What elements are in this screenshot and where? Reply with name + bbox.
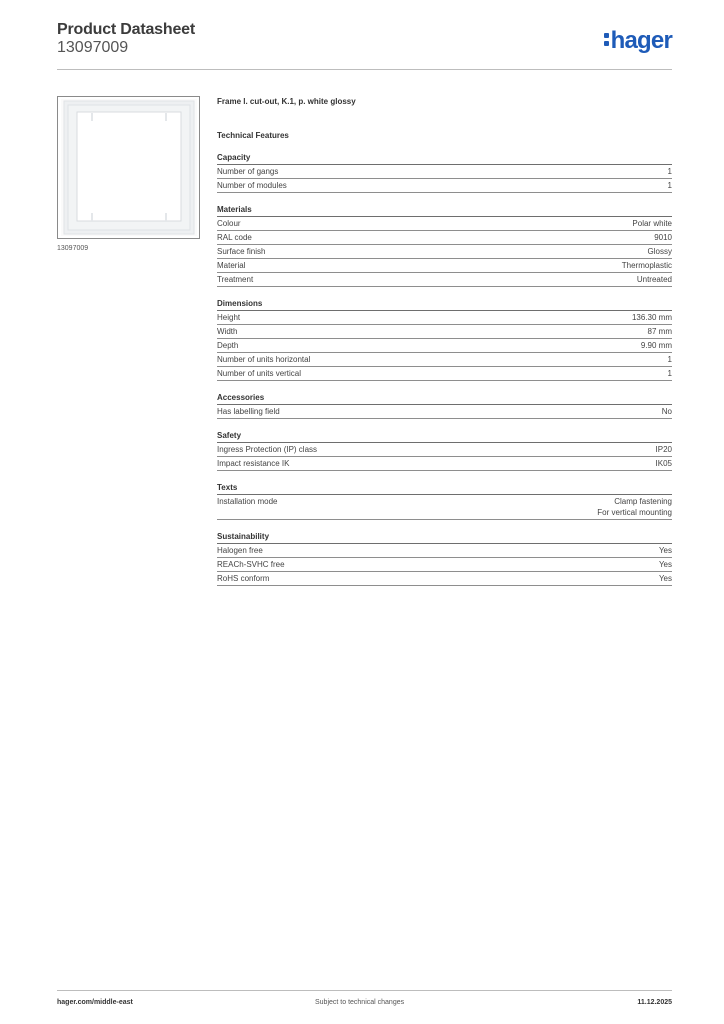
spec-label: Colour bbox=[217, 219, 241, 228]
spec-value bbox=[659, 573, 672, 584]
spec-row bbox=[217, 217, 672, 231]
spec-label: Has labelling field bbox=[217, 407, 280, 416]
spec-label: Treatment bbox=[217, 275, 254, 284]
spec-row bbox=[217, 405, 672, 419]
spec-section-capacity bbox=[217, 152, 672, 193]
spec-label: REACh-SVHC free bbox=[217, 560, 285, 569]
logo-text: hager bbox=[610, 27, 672, 54]
spec-value bbox=[632, 312, 672, 323]
spec-value bbox=[668, 368, 672, 379]
spec-section-sustainability bbox=[217, 531, 672, 586]
spec-label: Installation mode bbox=[217, 497, 278, 506]
spec-row bbox=[217, 457, 672, 471]
spec-row bbox=[217, 367, 672, 381]
spec-section-materials bbox=[217, 204, 672, 287]
spec-value bbox=[648, 246, 672, 257]
spec-value bbox=[659, 545, 672, 556]
spec-value-line: 1 bbox=[667, 369, 672, 378]
spec-value-line: 9.90 mm bbox=[640, 341, 672, 350]
spec-value-line: Untreated bbox=[636, 275, 672, 284]
spec-value-line: 136.30 mm bbox=[631, 313, 672, 322]
spec-value-line: Glossy bbox=[647, 247, 672, 256]
spec-section-safety bbox=[217, 430, 672, 471]
spec-row bbox=[217, 245, 672, 259]
spec-label: Number of gangs bbox=[217, 167, 279, 176]
spec-value-line: 1 bbox=[667, 181, 672, 190]
spec-value-line: 87 mm bbox=[647, 327, 672, 336]
spec-label: RoHS conform bbox=[217, 574, 270, 583]
footer-divider bbox=[57, 990, 672, 991]
spec-row bbox=[217, 259, 672, 273]
spec-value-line: IP20 bbox=[655, 445, 672, 454]
spec-row bbox=[217, 353, 672, 367]
spec-row bbox=[217, 273, 672, 287]
spec-row bbox=[217, 231, 672, 245]
spec-value-line: Yes bbox=[658, 546, 672, 555]
page-header bbox=[57, 21, 672, 69]
section-title: Dimensions bbox=[217, 298, 672, 311]
section-title: Sustainability bbox=[217, 531, 672, 544]
spec-value bbox=[656, 458, 672, 469]
spec-label: Material bbox=[217, 261, 246, 270]
spec-row bbox=[217, 311, 672, 325]
spec-row bbox=[217, 495, 672, 520]
product-image bbox=[57, 96, 200, 239]
header-divider bbox=[57, 69, 672, 70]
spec-value bbox=[641, 340, 672, 351]
page-title: Product Datasheet bbox=[57, 21, 195, 38]
section-title: Materials bbox=[217, 204, 672, 217]
spec-value bbox=[622, 260, 672, 271]
section-title: Safety bbox=[217, 430, 672, 443]
spec-label: RAL code bbox=[217, 233, 252, 242]
spec-row bbox=[217, 165, 672, 179]
spec-value bbox=[656, 444, 672, 455]
footer-date: 11.12.2025 bbox=[637, 999, 672, 1006]
section-title: Capacity bbox=[217, 152, 672, 165]
spec-value bbox=[668, 166, 672, 177]
section-title: Texts bbox=[217, 482, 672, 495]
spec-value bbox=[668, 354, 672, 365]
spec-value-line: Thermoplastic bbox=[621, 261, 672, 270]
frame-product-icon bbox=[58, 97, 199, 238]
spec-row bbox=[217, 339, 672, 353]
spec-label: Number of modules bbox=[217, 181, 287, 190]
spec-value bbox=[648, 326, 672, 337]
logo-colon-icon bbox=[604, 33, 610, 47]
spec-value-line: IK05 bbox=[655, 459, 672, 468]
spec-panel bbox=[217, 96, 672, 597]
product-name: Frame l. cut-out, K.1, p. white glossy bbox=[217, 97, 356, 106]
footer-notice: Subject to technical changes bbox=[315, 999, 405, 1006]
spec-row bbox=[217, 572, 672, 586]
footer-website[interactable]: hager.com/middle-east bbox=[57, 999, 133, 1006]
spec-value-line: No bbox=[661, 407, 672, 416]
spec-row bbox=[217, 325, 672, 339]
spec-value-line: Yes bbox=[658, 560, 672, 569]
hager-logo bbox=[604, 27, 672, 55]
spec-label: Surface finish bbox=[217, 247, 266, 256]
spec-label: Impact resistance IK bbox=[217, 459, 290, 468]
spec-section-accessories bbox=[217, 392, 672, 419]
spec-label: Ingress Protection (IP) class bbox=[217, 445, 318, 454]
spec-row bbox=[217, 544, 672, 558]
spec-value bbox=[659, 559, 672, 570]
technical-features-heading: Technical Features bbox=[217, 131, 289, 140]
section-title: Accessories bbox=[217, 392, 672, 405]
spec-row bbox=[217, 558, 672, 572]
spec-value bbox=[632, 218, 672, 229]
spec-section-dimensions bbox=[217, 298, 672, 381]
spec-value bbox=[668, 180, 672, 191]
image-caption: 13097009 bbox=[57, 245, 89, 252]
spec-value bbox=[662, 406, 672, 417]
spec-label: Depth bbox=[217, 341, 239, 350]
spec-label: Halogen free bbox=[217, 546, 263, 555]
spec-value-line-2: For vertical mounting bbox=[597, 508, 672, 517]
spec-value-line: Polar white bbox=[632, 219, 672, 228]
spec-label: Number of units horizontal bbox=[217, 355, 311, 364]
spec-section-texts bbox=[217, 482, 672, 520]
spec-sections bbox=[217, 152, 672, 586]
spec-row bbox=[217, 179, 672, 193]
spec-value bbox=[637, 274, 672, 285]
spec-row bbox=[217, 443, 672, 457]
spec-value-line: 1 bbox=[667, 355, 672, 364]
spec-value bbox=[597, 496, 672, 518]
spec-value-line: 1 bbox=[667, 167, 672, 176]
spec-label: Number of units vertical bbox=[217, 369, 302, 378]
spec-label: Height bbox=[217, 313, 241, 322]
spec-label: Width bbox=[217, 327, 238, 336]
product-code: 13097009 bbox=[57, 39, 129, 56]
spec-value-line: Clamp fastening bbox=[614, 497, 672, 506]
spec-value bbox=[654, 232, 672, 243]
spec-value-line: Yes bbox=[658, 574, 672, 583]
spec-value-line: 9010 bbox=[654, 233, 672, 242]
